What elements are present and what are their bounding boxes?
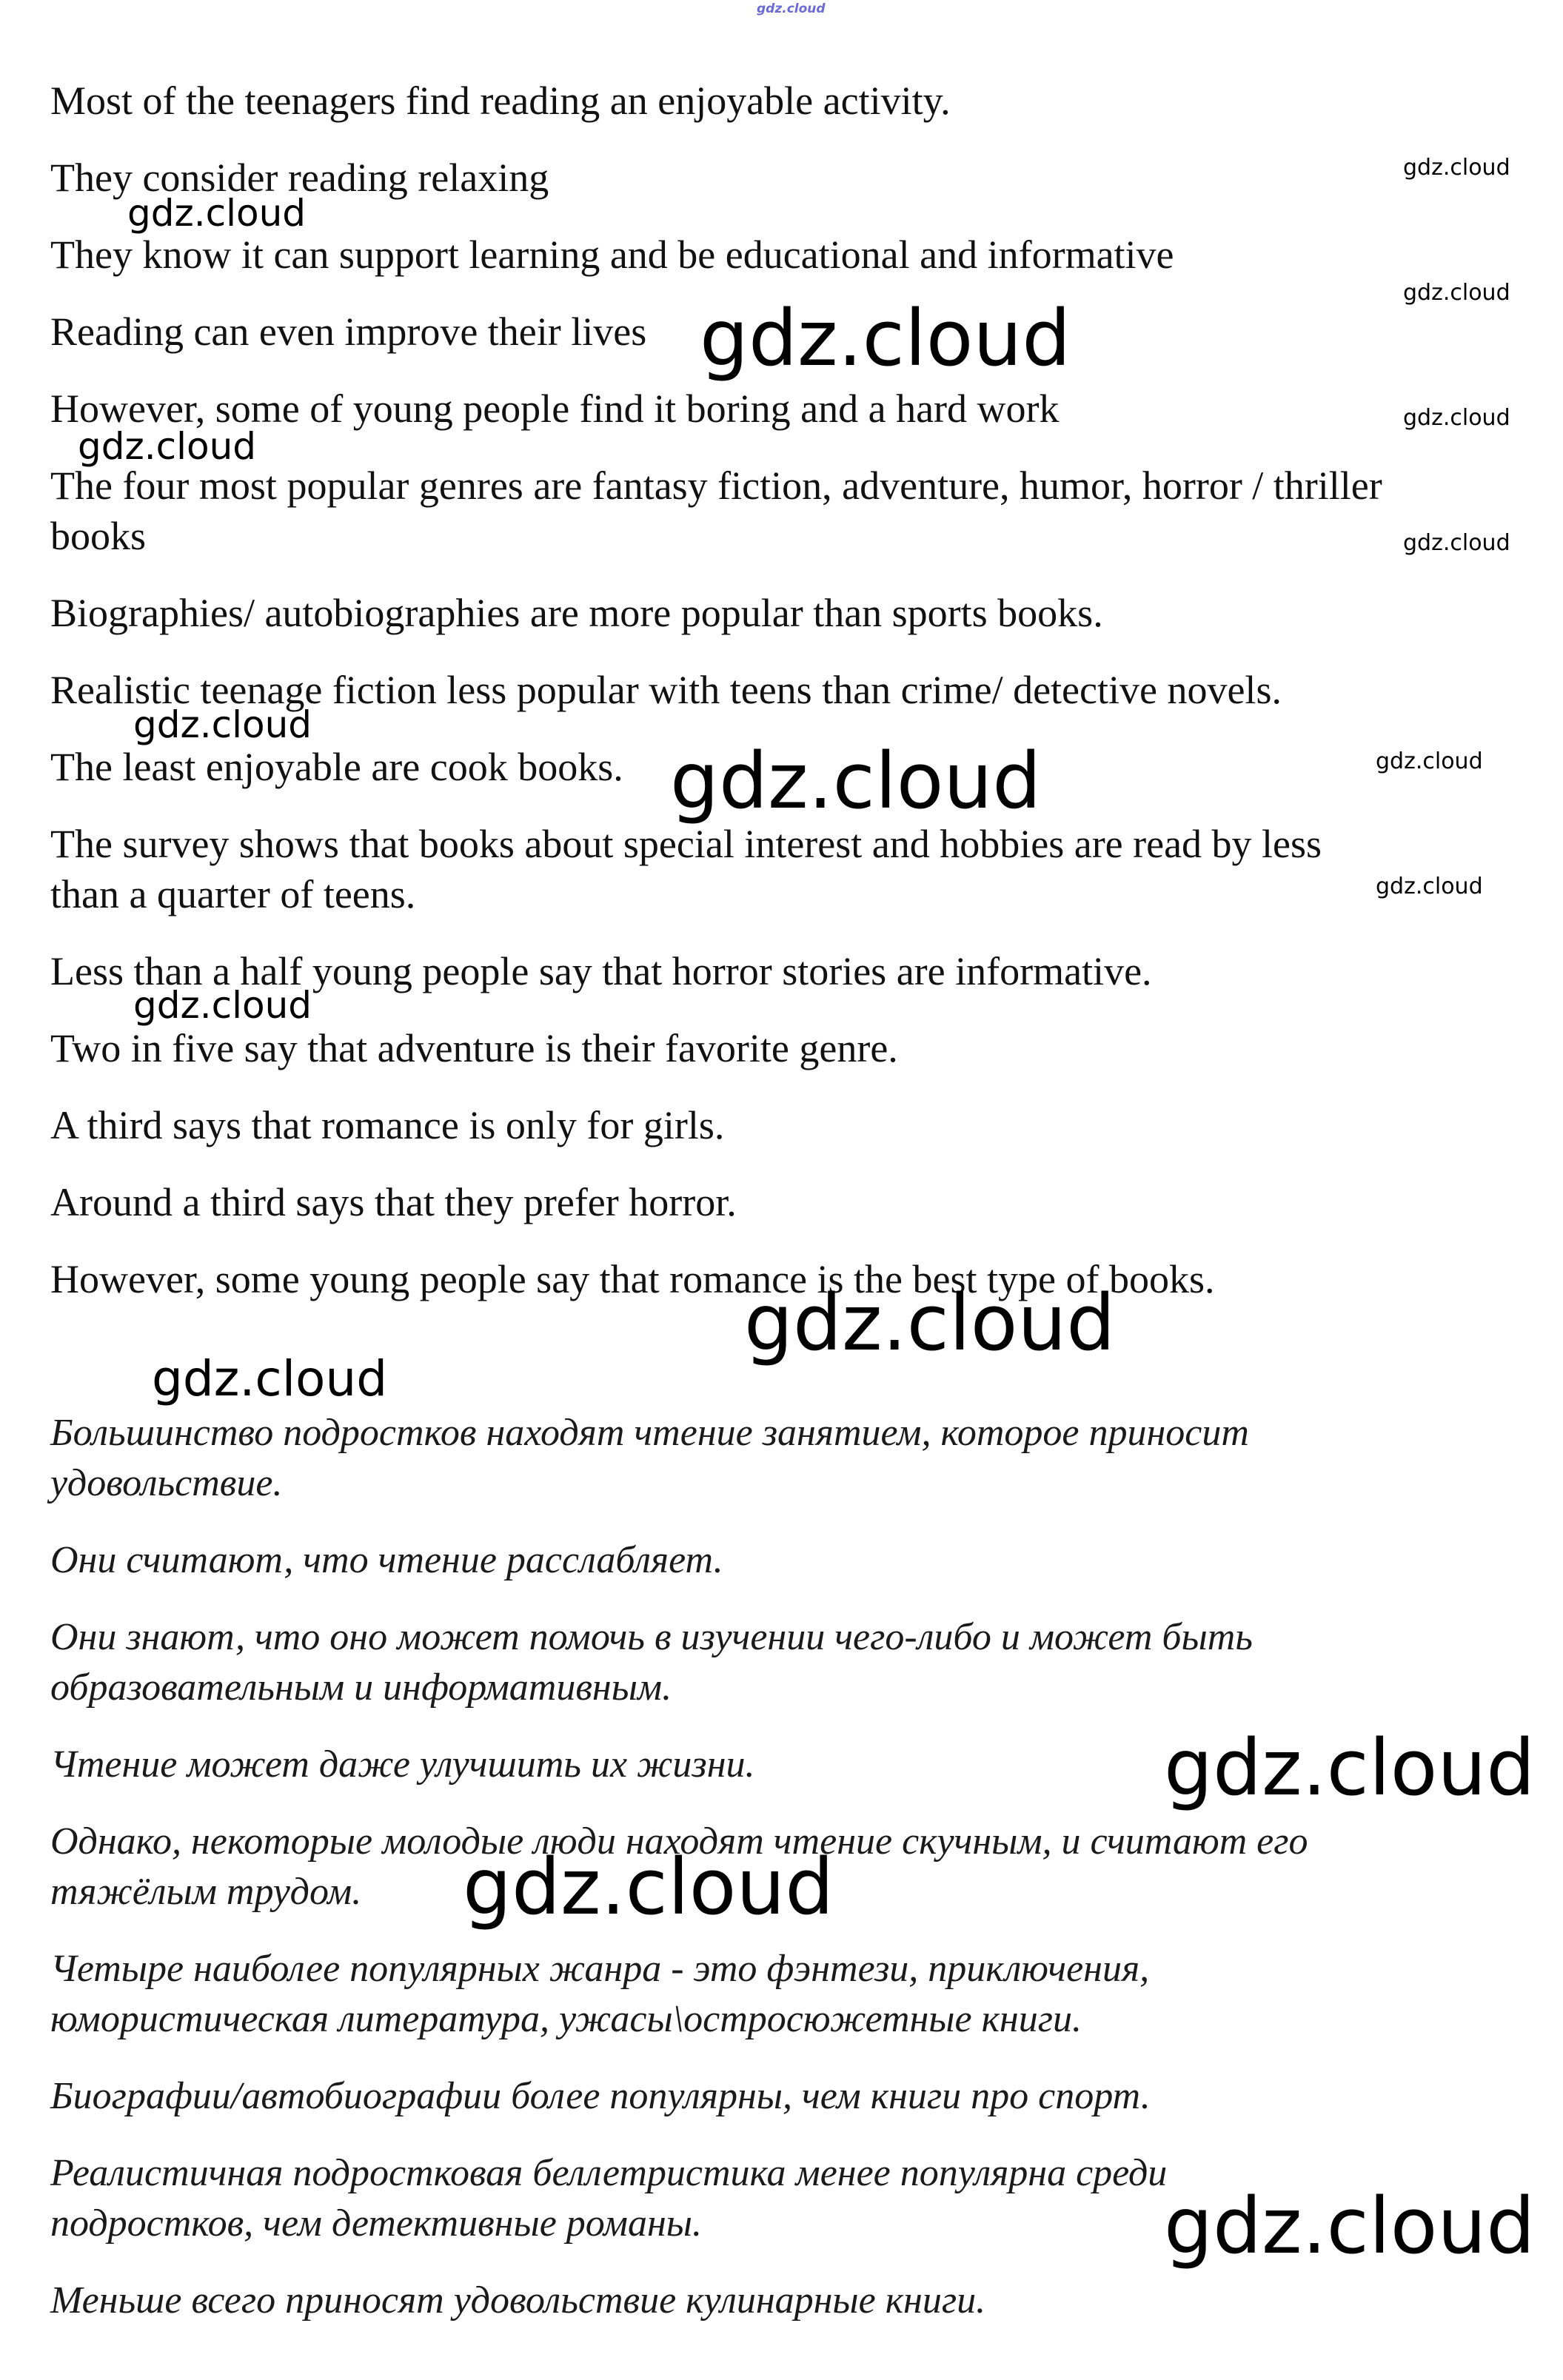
watermark: gdz.cloud (744, 1278, 1116, 1368)
watermark: gdz.cloud (1376, 874, 1483, 899)
en-line-7: books (50, 514, 147, 558)
watermark: gdz.cloud (133, 984, 312, 1027)
en-line-9: Realistic teenage fiction less popular with teens than crime/ detective novels. (50, 668, 1282, 712)
ru-line-5: образовательным и информативным. (50, 1666, 672, 1709)
ru-line-2: удовольствие. (50, 1462, 283, 1504)
en-line-13: Less than a half young people say that horror stories are informative. (50, 949, 1152, 993)
en-line-5: However, some of young people find it boring and a hard work (50, 386, 1060, 431)
ru-line-10: юмористическая литература, ужасы\остросюжетные книги. (50, 1998, 1082, 2040)
en-line-12: than a quarter of teens. (50, 872, 416, 916)
en-line-14: Two in five say that adventure is their favorite genre. (50, 1026, 898, 1070)
en-line-6: The four most popular genres are fantasy fiction, adventure, humor, horror / thriller (50, 463, 1382, 508)
watermark: gdz.cloud (463, 1842, 834, 1932)
watermark: gdz.cloud (1164, 2181, 1536, 2271)
ru-line-4: Они знают, что оно может помочь в изучении чего-либо и может быть (50, 1616, 1253, 1658)
en-line-2: They consider reading relaxing (50, 155, 549, 200)
watermark: gdz.cloud (133, 703, 312, 746)
watermark: gdz.cloud (670, 736, 1042, 826)
watermark: gdz.cloud (1376, 748, 1483, 774)
ru-line-3: Они считают, что чтение расслабляет. (50, 1539, 723, 1581)
watermark-top: gdz.cloud (757, 1, 826, 16)
en-line-17: However, some young people say that romance is the best type of books. (50, 1257, 1215, 1301)
ru-line-12: Реалистичная подростковая беллетристика менее популярна среди (50, 2152, 1168, 2194)
en-line-4: Reading can even improve their lives (50, 309, 647, 354)
watermark: gdz.cloud (1164, 1723, 1536, 1813)
ru-line-7: Однако, некоторые молодые люди находят чтение скучным, и считают его (50, 1820, 1308, 1863)
watermark: gdz.cloud (700, 293, 1071, 383)
ru-line-9: Четыре наиболее популярных жанра - это фэнтези, приключения, (50, 1948, 1150, 1990)
ru-line-13: подростков, чем детективные романы. (50, 2202, 702, 2245)
en-line-11: The survey shows that books about special interest and hobbies are read by less (50, 822, 1322, 866)
ru-line-8: тяжёлым трудом. (50, 1871, 362, 1913)
watermark: gdz.cloud (1403, 155, 1510, 181)
watermark: gdz.cloud (1403, 405, 1510, 431)
ru-line-6: Чтение может даже улучшить их жизни. (50, 1743, 755, 1786)
watermark: gdz.cloud (78, 425, 257, 468)
en-line-8: Biographies/ autobiographies are more popular than sports books. (50, 591, 1103, 635)
watermark: gdz.cloud (1403, 530, 1510, 556)
ru-line-1: Большинство подростков находят чтение занятием, которое приносит (50, 1412, 1249, 1454)
en-line-10: The least enjoyable are cook books. (50, 745, 623, 789)
en-line-1: Most of the teenagers find reading an enjoyable activity. (50, 78, 951, 123)
en-line-3: They know it can support learning and be educational and informative (50, 232, 1174, 277)
en-line-16: Around a third says that they prefer horror. (50, 1180, 737, 1224)
watermark: gdz.cloud (1403, 280, 1510, 306)
en-line-15: A third says that romance is only for girls. (50, 1103, 725, 1147)
watermark: gdz.cloud (127, 192, 307, 235)
ru-line-14: Меньше всего приносят удовольствие кулинарные книги. (50, 2279, 986, 2322)
ru-line-11: Биографии/автобиографии более популярны, чем книги про спорт. (50, 2075, 1151, 2117)
watermark: gdz.cloud (152, 1350, 388, 1407)
